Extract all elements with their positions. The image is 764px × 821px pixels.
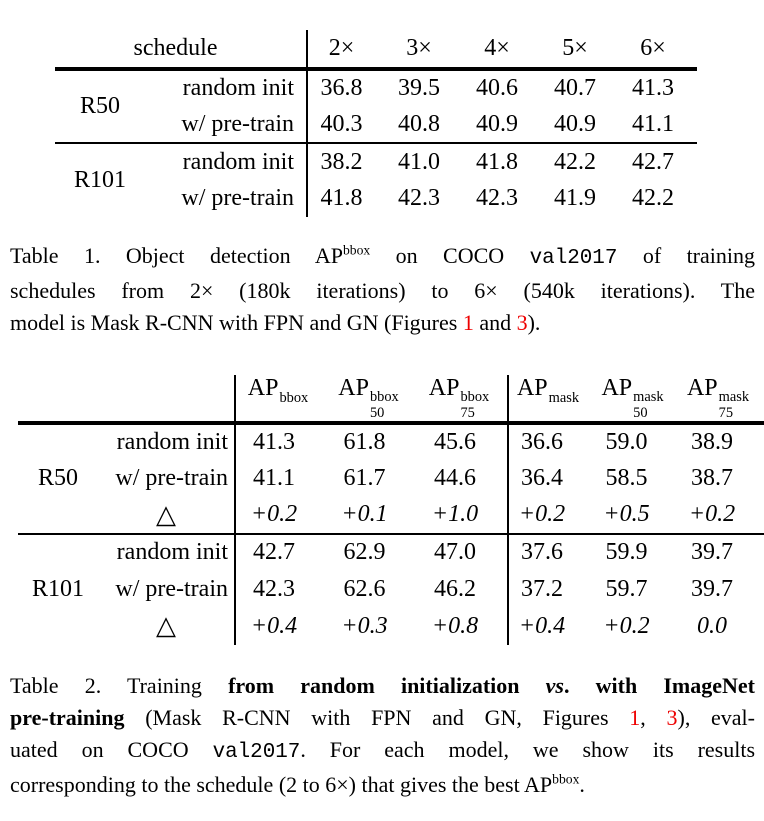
row-label: w/ pre-train [98, 460, 235, 497]
value-cell: 59.0 [605, 428, 648, 455]
value-cell: 40.7 [554, 75, 596, 101]
value-cell: 42.3 [476, 185, 518, 211]
table-row [55, 143, 697, 180]
row-label: random init [98, 534, 235, 571]
caption-line [10, 769, 755, 801]
value-cell: 38.9 [691, 428, 733, 455]
delta-value-cell: +0.5 [603, 501, 650, 528]
value-cell: 42.2 [632, 185, 674, 211]
bbox-superscript: bbox [552, 771, 580, 787]
row-label: random init [98, 423, 235, 460]
value-cell: 41.8 [320, 185, 363, 211]
value-cell: 61.7 [343, 464, 386, 491]
ap-label: AP [686, 375, 718, 401]
caption2-text: uated on COCO [10, 737, 213, 762]
value-cell: 41.1 [632, 110, 674, 137]
bbox-superscript: bbox [342, 242, 371, 258]
col-header-ap-bbox-50 [326, 375, 417, 423]
value-cell: 41.3 [632, 75, 674, 101]
value-cell: 59.7 [605, 575, 648, 602]
table-row [55, 180, 697, 217]
ap-label: AP [601, 375, 633, 401]
delta-row [18, 608, 764, 645]
empty-header-cell [18, 375, 235, 423]
value-cell: 45.6 [417, 423, 508, 460]
table2-header-row [18, 375, 764, 423]
ap-label: AP [247, 375, 279, 402]
value-cell: 40.3 [320, 110, 363, 137]
col-header-3x: 3× [385, 30, 463, 69]
value-cell: 62.6 [343, 575, 386, 602]
row-label: w/ pre-train [145, 106, 307, 143]
col-header-ap-mask-75 [678, 375, 764, 423]
caption2-bold: pre-training [10, 705, 146, 730]
value-cell: 42.3 [398, 185, 440, 211]
delta-value-cell: 0.0 [697, 612, 727, 639]
caption2-text: . For each model, we show its results [300, 737, 756, 762]
supsub: bbox [279, 389, 309, 406]
ap-label: AP [516, 375, 548, 402]
value-cell: 42.7 [235, 534, 326, 571]
table2-random-vs-pretrain [18, 375, 764, 645]
col-header-6x: 6× [619, 30, 697, 69]
caption1-text: ). [527, 310, 541, 335]
value-cell: 41.8 [463, 143, 541, 180]
col-header-2x: 2× [307, 30, 385, 69]
delta-value-cell: +0.8 [417, 608, 508, 645]
figure-1-link[interactable]: 1 [462, 310, 474, 335]
model-cell-r50: R50 [37, 465, 78, 492]
supsub: mask 50 [633, 389, 664, 421]
value-cell: 39.7 [678, 534, 764, 571]
row-label: random init [145, 69, 307, 106]
col-header-ap-bbox-75 [417, 375, 508, 423]
delta-value-cell: +0.2 [603, 612, 650, 639]
model-cell-r101: R101 [18, 534, 98, 645]
caption2-vs: vs [545, 673, 564, 698]
caption1-text: model is Mask R-CNN with FPN and GN (Figures [10, 310, 463, 335]
caption1-text: on COCO [370, 243, 530, 268]
ap-label: AP [338, 375, 369, 401]
table-row [18, 423, 764, 460]
value-cell: 42.2 [541, 143, 619, 180]
table-row [18, 534, 764, 571]
table-row [55, 106, 697, 143]
figure-3-link[interactable]: 3 [666, 705, 678, 730]
table1-header-row [55, 30, 697, 69]
delta-value-cell: +0.2 [250, 501, 298, 528]
delta-value-cell: +0.1 [341, 501, 388, 528]
value-cell: 41.3 [253, 428, 295, 455]
val2017-code: val2017 [529, 247, 618, 270]
delta-value-cell: +1.0 [417, 497, 508, 534]
supsub: mask 75 [718, 389, 750, 421]
table2-caption [10, 670, 755, 801]
col-header-5x: 5× [541, 30, 619, 69]
caption-line [10, 240, 755, 275]
delta-value-cell: +0.2 [688, 501, 736, 528]
value-cell: 40.8 [398, 110, 440, 137]
supsub: bbox 75 [460, 389, 490, 421]
value-cell: 37.2 [521, 575, 563, 602]
caption-line [10, 670, 755, 702]
value-cell: 44.6 [417, 460, 508, 497]
caption2-text: . [579, 772, 585, 797]
value-cell: 36.8 [320, 75, 363, 101]
col-header-ap-mask [508, 375, 593, 423]
caption2-text: , [640, 705, 667, 730]
supsub: bbox 50 [369, 389, 399, 421]
caption2-text: corresponding to the schedule (2 to 6×) that gives the best AP [10, 772, 553, 797]
col-header-ap-bbox [235, 375, 326, 423]
value-cell: 36.4 [521, 464, 563, 491]
delta-triangle-icon: △ [98, 608, 235, 645]
caption-line [10, 275, 755, 307]
caption1-text: Table 1. Object detection AP [10, 243, 343, 268]
caption2-bold: from random initialization [228, 673, 546, 698]
table-row [18, 460, 764, 497]
delta-row [18, 497, 764, 534]
row-label: w/ pre-train [145, 180, 307, 217]
value-cell: 47.0 [417, 534, 508, 571]
value-cell: 36.6 [521, 428, 563, 455]
schedule-column-header: schedule [55, 30, 307, 69]
delta-value-cell: +0.4 [518, 612, 566, 639]
table1-training-schedules [55, 30, 697, 217]
value-cell: 59.9 [593, 534, 678, 571]
caption2-text: ), eval- [677, 705, 755, 730]
caption1-text: schedules from 2× (180k iterations) to 6× (540k iterations). The [10, 278, 755, 303]
caption-line [10, 734, 755, 769]
table-row [18, 571, 764, 608]
value-cell: 62.9 [326, 534, 417, 571]
value-cell: 42.3 [253, 575, 295, 602]
value-cell: 41.1 [253, 464, 295, 491]
caption2-text: Table 2. Training [10, 673, 229, 698]
caption-line [10, 702, 755, 734]
delta-value-cell: +0.3 [341, 612, 388, 639]
caption2-text: (Mask R-CNN with FPN and GN, Figures [145, 705, 630, 730]
value-cell: 38.2 [307, 143, 385, 180]
row-label: w/ pre-train [98, 571, 235, 608]
caption1-text: and [473, 310, 517, 335]
value-cell: 37.6 [508, 534, 593, 571]
val2017-code: val2017 [212, 741, 301, 764]
table-row [55, 69, 697, 106]
value-cell: 38.7 [691, 464, 733, 491]
caption2-bold: . [564, 673, 596, 698]
value-cell: 39.5 [398, 75, 440, 101]
caption1-text: of training [617, 243, 756, 268]
table1-caption [10, 240, 755, 339]
col-header-ap-mask-50 [593, 375, 678, 423]
value-cell: 61.8 [343, 428, 386, 455]
value-cell: 41.9 [554, 185, 596, 211]
value-cell: 40.9 [476, 110, 518, 137]
caption2-bold: with ImageNet [595, 673, 755, 698]
delta-triangle-icon: △ [98, 497, 235, 534]
model-cell-r101: R101 [55, 143, 145, 217]
model-cell-r50: R50 [79, 93, 120, 119]
caption-line [10, 307, 755, 339]
value-cell: 41.0 [385, 143, 463, 180]
value-cell: 40.9 [554, 110, 596, 137]
value-cell: 42.7 [619, 143, 697, 180]
figure-3-link[interactable]: 3 [516, 310, 528, 335]
delta-value-cell: +0.4 [250, 612, 298, 639]
value-cell: 46.2 [417, 571, 508, 608]
delta-value-cell: +0.2 [518, 501, 566, 528]
value-cell: 40.6 [476, 75, 518, 101]
row-label: random init [145, 143, 307, 180]
ap-label: AP [428, 375, 460, 401]
col-header-4x: 4× [463, 30, 541, 69]
figure-1-link[interactable]: 1 [629, 705, 641, 730]
value-cell: 39.7 [691, 575, 733, 602]
supsub: mask [548, 389, 580, 406]
value-cell: 58.5 [605, 464, 648, 491]
